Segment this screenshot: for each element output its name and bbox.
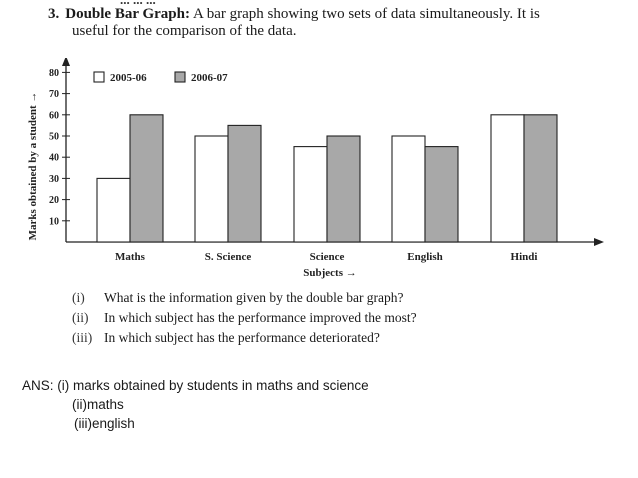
legend-swatch [175, 72, 185, 82]
x-axis-label: Subjects → [303, 267, 357, 279]
answers-block [22, 376, 369, 433]
heading-title: Double Bar Graph: [65, 6, 190, 22]
y-ticks [49, 68, 70, 227]
y-tick-label: 70 [49, 89, 59, 101]
bar-maths-2006-07 [130, 115, 163, 242]
bar-maths-2005-06 [97, 178, 130, 242]
y-tick-label: 10 [49, 216, 59, 228]
y-tick-label: 20 [49, 195, 59, 207]
bar-hindi-2005-06 [491, 115, 524, 242]
question-item: (i) What is the information given by the double bar graph? [72, 290, 404, 305]
x-axis-arrow-icon [594, 238, 604, 246]
x-tick-labels [115, 251, 537, 263]
x-tick-label: Science [309, 251, 345, 263]
question-number: 3. [48, 6, 60, 22]
y-tick-label: 30 [49, 173, 59, 185]
bar-english-2005-06 [392, 136, 425, 242]
bar-s-science-2006-07 [228, 125, 261, 242]
legend-swatch [94, 72, 104, 82]
x-tick-label: English [407, 251, 443, 263]
question-item: (ii) In which subject has the performance improved the most? [72, 310, 417, 325]
bar-hindi-2006-07 [524, 115, 557, 242]
chart-bars [97, 115, 557, 242]
answer-line-2: (ii)maths [72, 397, 124, 412]
question-list [72, 288, 417, 348]
x-tick-label: Hindi [510, 251, 538, 263]
question-item: (iii) In which subject has the performance deteriorated? [72, 330, 380, 345]
answer-line-1: ANS: (i) marks obtained by students in maths and science [22, 378, 369, 393]
legend-label: 2006-07 [191, 72, 228, 84]
y-tick-label: 50 [49, 131, 59, 143]
heading-description: A bar graph showing two sets of data simultaneously. It is [192, 6, 540, 22]
double-bar-chart [0, 58, 638, 280]
chart-legend [94, 72, 228, 84]
answer-line-3: (iii)english [74, 416, 135, 431]
x-tick-label: Maths [115, 251, 145, 263]
heading-description-line2: useful for the comparison of the data. [72, 23, 297, 39]
y-tick-label: 80 [49, 67, 59, 79]
bar-english-2006-07 [425, 147, 458, 242]
bar-science-2005-06 [294, 147, 327, 242]
y-axis-arrow-icon [62, 58, 70, 66]
question-heading [48, 6, 628, 40]
y-axis-label: Marks obtained by a student → [27, 91, 39, 241]
x-tick-label: S. Science [204, 251, 252, 263]
legend-label: 2005-06 [110, 72, 147, 84]
y-tick-label: 40 [49, 152, 59, 164]
bar-science-2006-07 [327, 136, 360, 242]
y-tick-label: 60 [49, 110, 59, 122]
bar-s-science-2005-06 [195, 136, 228, 242]
